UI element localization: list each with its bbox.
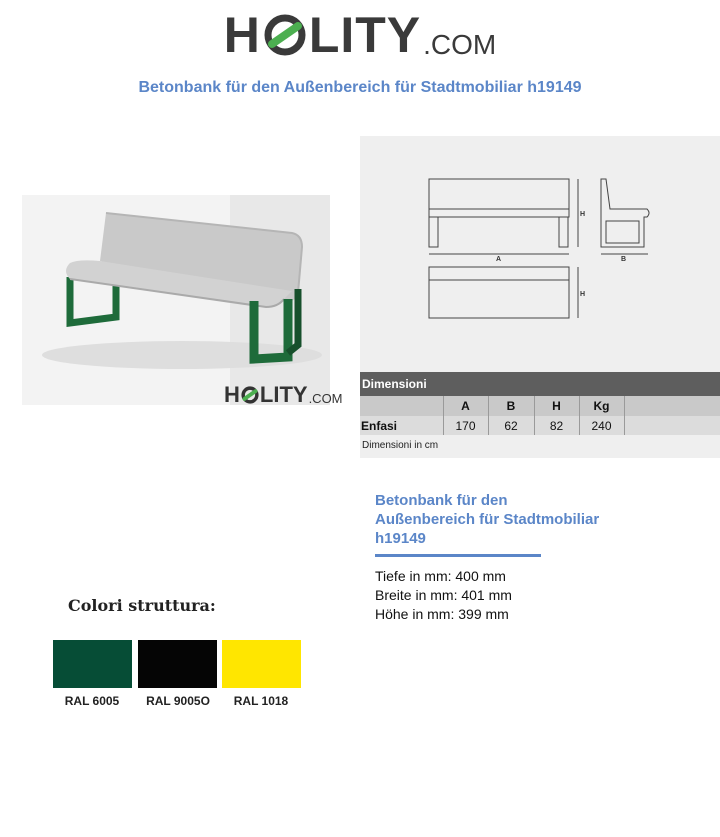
product-title-line: Betonbank für den: [375, 492, 508, 509]
col-header-b: B: [488, 396, 534, 416]
dimensions-note: Dimensioni in cm: [362, 440, 439, 451]
photo-logo-suffix: .COM: [308, 391, 343, 406]
row-value-a: 170: [443, 416, 488, 435]
title-underline: [375, 554, 541, 557]
label-h-top: H: [580, 291, 586, 298]
drawing-svg: [360, 136, 720, 372]
product-title: [375, 491, 655, 548]
row-empty: [624, 416, 720, 435]
product-title-line: h19149: [375, 530, 426, 547]
photo-logo: [224, 384, 343, 406]
logo-o-icon: [264, 14, 306, 56]
label-a: A: [496, 256, 502, 263]
colors-title: Colori struttura:: [68, 596, 216, 615]
swatch-label: RAL 1018: [233, 694, 289, 708]
color-swatch-green[interactable]: [53, 640, 132, 688]
photo-logo-o-icon: [241, 386, 259, 404]
col-header-empty: [624, 396, 720, 416]
logo-suffix: .COM: [423, 29, 497, 60]
dimensions-table: [360, 396, 720, 435]
product-title-line: Außenbereich für Stadtmobiliar: [375, 511, 600, 528]
swatch-label: RAL 6005: [64, 694, 120, 708]
logo-text-left: H: [223, 7, 261, 63]
row-value-kg: 240: [579, 416, 624, 435]
col-header-a: A: [443, 396, 488, 416]
page-title: Betonbank für den Außenbereich für Stadtmobiliar h19149: [138, 79, 582, 96]
row-name: Enfasi: [360, 416, 443, 435]
site-logo[interactable]: [0, 7, 720, 66]
color-swatch-yellow[interactable]: [222, 640, 301, 688]
product-photo[interactable]: [22, 195, 330, 405]
row-value-b: 62: [488, 416, 534, 435]
dimensions-header-row: [360, 396, 720, 416]
spec-list: [375, 567, 655, 624]
label-b: B: [621, 256, 627, 263]
spec-depth: Tiefe in mm: 400 mm: [375, 568, 506, 584]
spec-height: Höhe in mm: 399 mm: [375, 606, 509, 622]
label-h-front: H: [580, 211, 586, 218]
logo-text-right: LITY: [308, 7, 422, 63]
product-info: [375, 491, 655, 624]
row-value-h: 82: [534, 416, 579, 435]
spec-width: Breite in mm: 401 mm: [375, 587, 512, 603]
dimensions-header: Dimensioni: [360, 372, 720, 396]
color-swatch-black[interactable]: [138, 640, 217, 688]
col-header-h: H: [534, 396, 579, 416]
photo-logo-right: LITY: [259, 382, 308, 407]
table-row: [360, 416, 720, 435]
photo-logo-left: H: [224, 382, 240, 407]
col-header-name: [360, 396, 443, 416]
col-header-kg: Kg: [579, 396, 624, 416]
swatch-label: RAL 9005O: [146, 694, 210, 708]
technical-drawing[interactable]: [360, 136, 720, 458]
